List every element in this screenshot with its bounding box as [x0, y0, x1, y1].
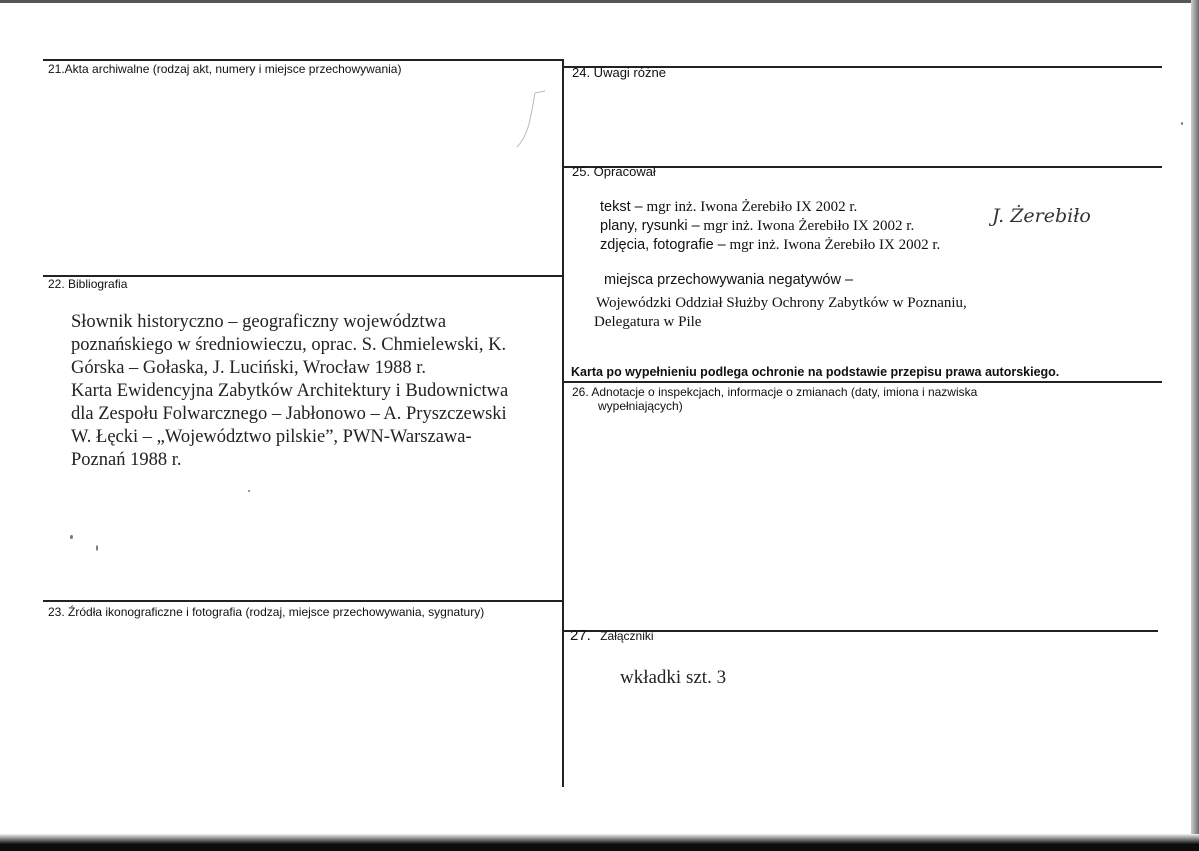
section-24-label: 24. Uwagi różne	[572, 65, 666, 80]
scan-speck	[248, 490, 250, 492]
section-23-top-rule	[43, 600, 562, 602]
section-27-number: 27.	[570, 627, 591, 644]
bibliography-line: Górska – Gołaska, J. Luciński, Wrocław 1988 r.	[71, 358, 426, 378]
scan-speck	[96, 545, 98, 551]
section-25-label: 25. Opracował	[572, 164, 656, 179]
section-26-top-rule	[563, 381, 1162, 383]
author-plans-line	[600, 218, 914, 234]
negatives-storage-line-2: Delegatura w Pile	[594, 314, 702, 330]
scan-speck	[1181, 122, 1183, 125]
author-photos-prefix: zdjęcia, fotografie –	[600, 237, 726, 253]
bibliography-line: Słownik historyczno – geograficzny województwa	[71, 312, 447, 332]
scan-top-edge	[0, 0, 1199, 3]
section-27-title: Załączniki	[600, 629, 654, 643]
author-text-value: mgr inż. Iwona Żerebiło IX 2002 r.	[642, 199, 858, 215]
bibliography-list	[71, 311, 551, 472]
section-27-label	[570, 629, 654, 643]
bibliography-line: Poznań 1988 r.	[71, 450, 182, 470]
bibliography-line: poznańskiego w średniowieczu, oprac. S. Chmielewski, K.	[71, 335, 507, 355]
author-text-prefix: tekst –	[600, 199, 643, 215]
section-21-label: 21.Akta archiwalne (rodzaj akt, numery i miejsce przechowywania)	[48, 62, 402, 76]
section-23-label: 23. Źródła ikonograficzne i fotografia (rodzaj, miejsce przechowywania, sygnatury)	[48, 605, 485, 619]
negatives-storage-line-1: Wojewódzki Oddział Służby Ochrony Zabytków w Poznaniu,	[596, 295, 967, 311]
author-photos-line	[600, 237, 940, 253]
bibliography-line: Karta Ewidencyjna Zabytków Architektury i Budownictwa	[71, 381, 509, 401]
column-divider	[562, 59, 564, 787]
copyright-notice: Karta po wypełnieniu podlega ochronie na podstawie przepisu prawa autorskiego.	[571, 365, 1060, 379]
section-22-label: 22. Bibliografia	[48, 277, 128, 291]
negatives-storage-label: miejsca przechowywania negatywów –	[604, 272, 854, 288]
scan-right-edge	[1191, 0, 1199, 851]
handwritten-signature: J. Żerebiło	[992, 205, 1091, 227]
bibliography-line: dla Zespołu Folwarcznego – Jabłonowo – A. Pryszczewski	[71, 404, 507, 424]
author-plans-value: mgr inż. Iwona Żerebiło IX 2002 r.	[699, 218, 915, 234]
attachments-content: wkładki szt. 3	[620, 667, 727, 688]
author-photos-value: mgr inż. Iwona Żerebiło IX 2002 r.	[725, 237, 941, 253]
bibliography-line: W. Łęcki – „Województwo pilskie”, PWN-Warszawa-	[71, 427, 472, 447]
scan-speck	[70, 535, 73, 539]
scan-pencil-mark	[505, 85, 550, 155]
section-26-label-line-2: wypełniających)	[598, 399, 683, 413]
scan-bottom-edge	[0, 834, 1199, 851]
section-26-label-line-1: 26. Adnotacje o inspekcjach, informacje o zmianach (daty, imiona i nazwiska	[572, 385, 978, 399]
author-plans-prefix: plany, rysunki –	[600, 218, 700, 234]
section-21-top-rule	[43, 59, 562, 61]
author-text-line	[600, 199, 857, 215]
